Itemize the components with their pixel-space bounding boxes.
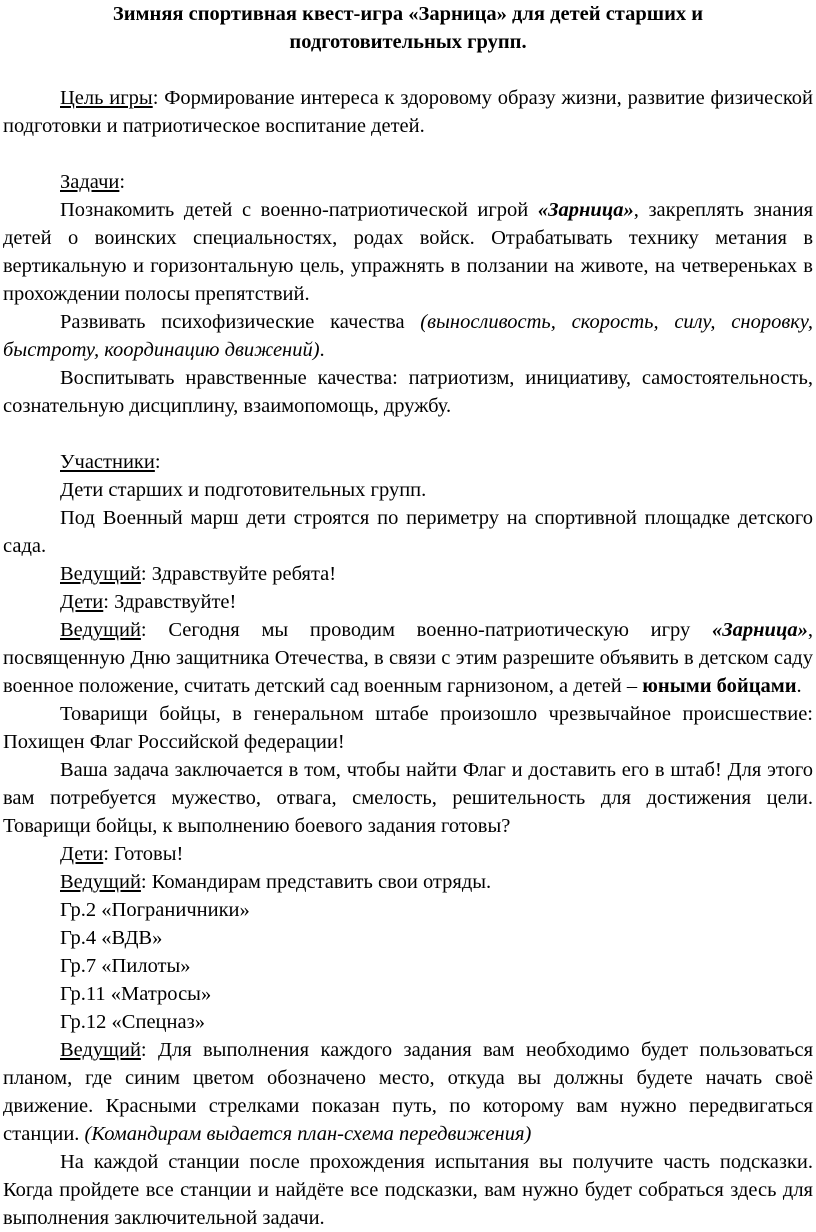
group-item: Гр.12 «Спецназ» (60, 1011, 205, 1033)
spacer (3, 420, 813, 448)
tasks-p2-end: . (319, 339, 325, 361)
document-title (3, 0, 813, 56)
participants-heading (3, 448, 813, 476)
dialog-line-4 (3, 840, 813, 868)
speaker-kids: Дети (60, 591, 104, 613)
mission-paragraph: Ваша задача заключается в том, чтобы найти Флаг и доставить его в штаб! Для этого вам потребуется мужество, отвага, смелость, решительность для достижения цели. Товарищи бойцы, к выполнению боевого задания готовы? (3, 759, 813, 837)
speaker-host: Ведущий (60, 619, 141, 641)
dialog-line-2 (3, 588, 813, 616)
participants-line-1: Дети старших и подготовительных групп. (60, 479, 427, 501)
title-line-1: Зимняя спортивная квест-игра «Зарница» для детей старших и (112, 3, 704, 25)
group-item: Гр.11 «Матросы» (60, 983, 212, 1005)
dialog-text: . (796, 675, 802, 697)
dialog-text: : Готовы! (103, 843, 184, 865)
participants-colon: : (154, 451, 161, 473)
comrades-paragraph: Товарищи бойцы, в генеральном штабе произошло чрезвычайное происшествие: Похищен Флаг Российской федерации! (3, 703, 813, 753)
tasks-colon: : (119, 171, 126, 193)
group-item: Гр.7 «Пилоты» (60, 955, 191, 977)
group-item: Гр.2 «Пограничники» (60, 899, 250, 921)
dialog-text: : Командирам представить свои отряды. (140, 871, 492, 893)
dialog-text: : Здравствуйте ребята! (140, 563, 337, 585)
tasks-p1-text: Познакомить детей с военно-патриотической игрой (60, 199, 538, 221)
dialog-line-3 (3, 616, 813, 700)
dialog-text: : Сегодня мы проводим военно-патриотическую игру (140, 619, 712, 641)
speaker-host: Ведущий (60, 871, 141, 893)
dialog-text: , посвященную Дню защитника Отечества, в связи с этим разрешите объявить в детском саду военное положение, считать детский сад военным гарнизоном, а детей – (3, 619, 813, 697)
title-line-2: подготовительных групп. (289, 31, 527, 53)
zarnitsa-emphasis: «Зарница» (537, 199, 634, 221)
spacer (3, 140, 813, 168)
plan-text: : Для выполнения каждого задания вам необходимо будет пользоваться планом, где синим цветом обозначено место, откуда вы должны будете начать своё движение. Красными стрелками показан путь, по которому вам нужно передвигаться станции. (3, 1039, 813, 1145)
tasks-p1-text-2: , закреплять знания детей о воинских специальностях, родах войск. Отрабатывать технику метания в вертикальную и горизонтальную цель, упражнять в ползании на животе, на четвереньках в прохождении полосы препятствий. (3, 199, 814, 305)
goal-text: : Формирование интереса к здоровому образу жизни, развитие физической подготовки и патриотическое воспитание детей. (3, 87, 814, 137)
plan-paragraph (3, 1036, 813, 1148)
dialog-text: : Здравствуйте! (103, 591, 237, 613)
speaker-host: Ведущий (60, 563, 141, 585)
spacer (3, 56, 813, 84)
participants-label: Участники (60, 451, 155, 473)
plan-note-italic: (Командирам выдается план-схема передвижения) (84, 1123, 532, 1145)
goal-paragraph (3, 84, 813, 140)
goal-label: Цель игры (60, 87, 153, 109)
tasks-paragraph-3: Воспитывать нравственные качества: патриотизм, инициативу, самостоятельность, сознательную дисциплину, взаимопомощь, дружбу. (3, 367, 813, 417)
speaker-host: Ведущий (60, 1039, 141, 1061)
participants-line-2: Под Военный марш дети строятся по периметру на спортивной площадке детского сада. (3, 507, 813, 557)
dialog-line-5 (3, 868, 813, 896)
tasks-paragraph-2 (3, 308, 813, 364)
tasks-paragraph-1 (3, 196, 813, 308)
group-item: Гр.4 «ВДВ» (60, 927, 163, 949)
tasks-p2-text: Развивать психофизические качества (60, 311, 421, 333)
final-paragraph: На каждой станции после прохождения испытания вы получите часть подсказки. Когда пройдете все станции и найдёте все подсказки, вам нужно будет собраться здесь для выполнения заключительной задачи. (3, 1151, 813, 1229)
tasks-label: Задачи (60, 171, 120, 193)
qualities-italic: (выносливость, скорость, силу, сноровку, быстроту, координацию движений) (3, 311, 814, 361)
dialog-line-1 (3, 560, 813, 588)
tasks-heading (3, 168, 813, 196)
zarnitsa-emphasis: «Зарница» (712, 619, 808, 641)
young-fighters-bold: юными бойцами (642, 675, 797, 697)
speaker-kids: Дети (60, 843, 104, 865)
